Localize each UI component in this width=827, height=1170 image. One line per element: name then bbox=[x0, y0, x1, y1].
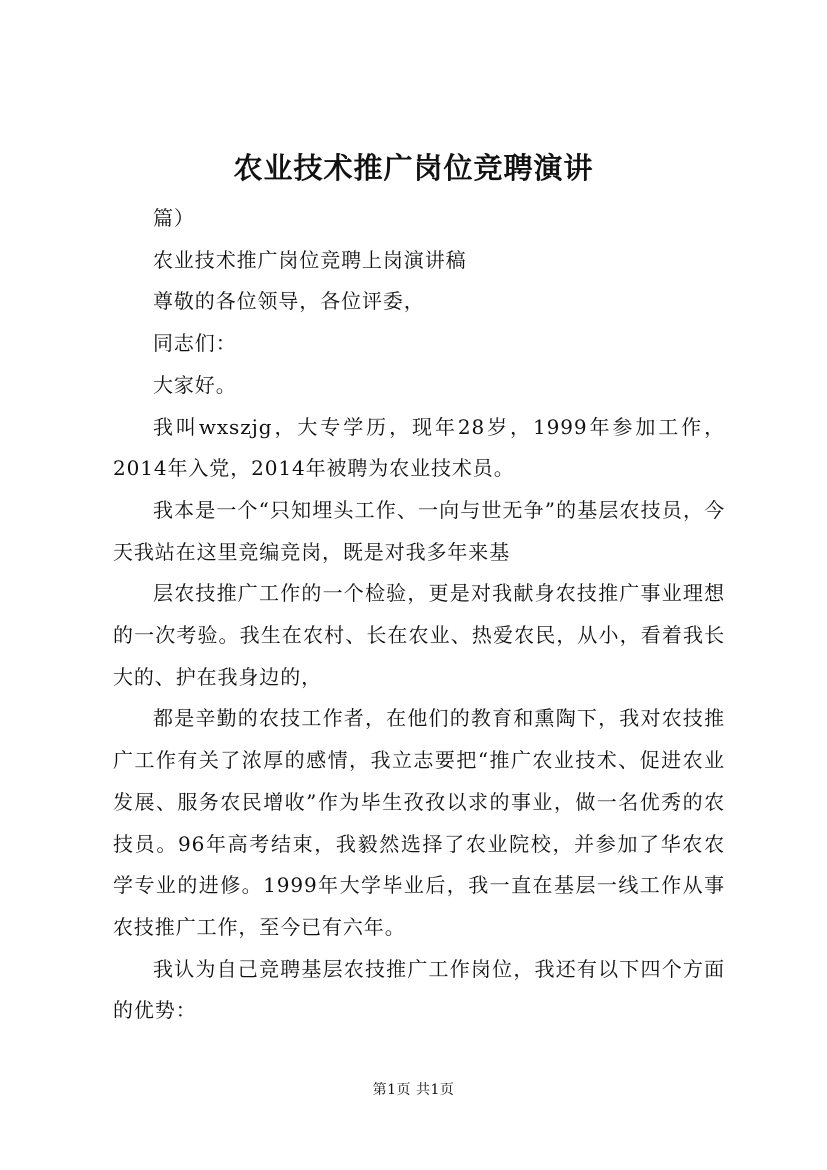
paragraph-introduction: 我叫wxszjg，大专学历，现年28岁，1999年参加工作，2014年入党，2014年被聘为农业技术员。 bbox=[113, 414, 725, 481]
document-title: 农业技术推广岗位竞聘演讲 bbox=[233, 151, 594, 185]
paragraph-advantages: 我认为自己竞聘基层农技推广工作岗位，我还有以下四个方面的优势： bbox=[113, 956, 725, 1023]
paragraph-salutation: 尊敬的各位领导，各位评委， bbox=[153, 289, 425, 314]
page-footer: 第1页 共1页 bbox=[372, 1082, 455, 1098]
paragraph-education: 都是辛勤的农技工作者，在他们的教育和熏陶下，我对农技推广工作有关了浓厚的感情，我立志要把“推广农业技术、促进农业发展、服务农民增收”作为毕生孜孜以求的事业，做一名优秀的农技员。96年高考结束，我毅然选择了农业院校，并参加了华农农学专业的进修。1999年大学毕业后，我一直在基层一线工作从事农技推广工作，至今已有六年。 bbox=[113, 706, 725, 939]
paragraph-background: 我本是一个“只知埋头工作、一向与世无争”的基层农技员，今天我站在这里竞编竞岗，既是对我多年来基 bbox=[113, 497, 725, 564]
paragraph-section-note: 篇） bbox=[153, 206, 195, 230]
document-body bbox=[113, 198, 725, 1032]
paragraph-greeting: 大家好。 bbox=[153, 372, 237, 397]
paragraph-speech-heading: 农业技术推广岗位竞聘上岗演讲稿 bbox=[153, 247, 467, 272]
paragraph-origin: 层农技推广工作的一个检验，更是对我献身农技推广事业理想的一次考验。我生在农村、长在农业、热爱农民，从小，看着我长大的、护在我身边的， bbox=[113, 581, 725, 689]
paragraph-comrades: 同志们： bbox=[153, 331, 237, 356]
